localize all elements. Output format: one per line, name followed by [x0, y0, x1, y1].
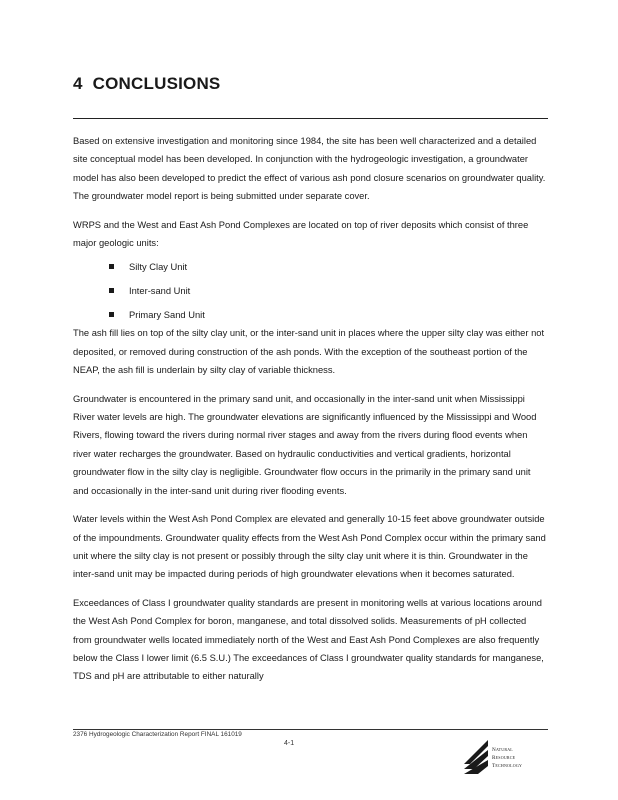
- square-bullet-icon: [109, 312, 114, 317]
- geologic-unit-list: [73, 258, 547, 324]
- logo-wordmark: Natural Resource Technology: [492, 747, 523, 770]
- list-item-label: Silty Clay Unit: [129, 262, 188, 273]
- paragraph-geologic-setting: WRPS and the West and East Ash Pond Complexes are located on top of river deposits which consist of three major geologic units:: [73, 219, 529, 249]
- paragraph-water-levels: Water levels within the West Ash Pond Complex are elevated and generally 10-15 feet above groundwater outside of the impoundments. Groundwater quality effects from the West Ash Pond Complex occur within the primary sand unit where the silty clay is not present or possibly through the silty clay unit where it is thin. Groundwater in the inter-sand unit may be impacted during periods of high groundwater elevations when it becomes saturated.: [73, 514, 546, 580]
- footer-rule: [73, 729, 548, 730]
- section-heading: [73, 74, 220, 94]
- section-title: CONCLUSIONS: [92, 74, 221, 93]
- square-bullet-icon: [109, 288, 114, 293]
- footer-document-id: 2376 Hydrogeologic Characterization Report FINAL 161019: [73, 731, 242, 738]
- page-number: 4-1: [284, 740, 295, 747]
- list-item: [109, 282, 547, 306]
- company-logo: [462, 738, 554, 774]
- paragraph-exceedances: Exceedances of Class I groundwater quality standards are present in monitoring wells at various locations around the West Ash Pond Complex for boron, manganese, and total dissolved solids. Measurements of pH collected from groundwater wells located immediately north of the West and East Ash Pond Complexes are also frequently below the Class I lower limit (6.5 S.U.) The exceedances of Class I groundwater quality standards for manganese, TDS and pH are attributable to either naturally: [73, 597, 544, 682]
- logo-mark-icon: [462, 738, 492, 774]
- paragraph-ash-fill: The ash fill lies on top of the silty clay unit, or the inter-sand unit in places where the upper silty clay was either not deposited, or removed during construction of the ash ponds. With the exception of the southeast portion of the NEAP, the ash fill is underlain by silty clay of variable thickness.: [73, 328, 545, 376]
- list-item-label: Inter-sand Unit: [129, 286, 191, 297]
- paragraph-intro: Based on extensive investigation and monitoring since 1984, the site has been well characterized and a detailed site conceptual model has been developed. In conjunction with the hydrogeologic investigation, a groundwater model has also been developed to predict the effect of various ash pond closure scenarios on groundwater quality. The groundwater model report is being submitted under separate cover.: [73, 136, 546, 202]
- document-body: [73, 132, 547, 696]
- square-bullet-icon: [109, 264, 114, 269]
- list-item: [109, 258, 547, 282]
- list-item: [109, 306, 547, 324]
- heading-rule: [73, 118, 548, 119]
- list-item-label: Primary Sand Unit: [129, 310, 205, 321]
- paragraph-groundwater-flow: Groundwater is encountered in the primary sand unit, and occasionally in the inter-sand unit when Mississippi River water levels are high. The groundwater elevations are significantly influenced by the Mississippi and Wood Rivers, flowing toward the rivers during normal river stages and away from the rivers during flood events when river water recharges the groundwater. Based on hydraulic conductivities and vertical gradients, horizontal groundwater flow in the silty clay is negligible. Groundwater flow occurs in the primarily in the primary sand unit and occasionally in the inter-sand unit during river flooding events.: [73, 393, 537, 496]
- section-number: 4: [73, 74, 83, 93]
